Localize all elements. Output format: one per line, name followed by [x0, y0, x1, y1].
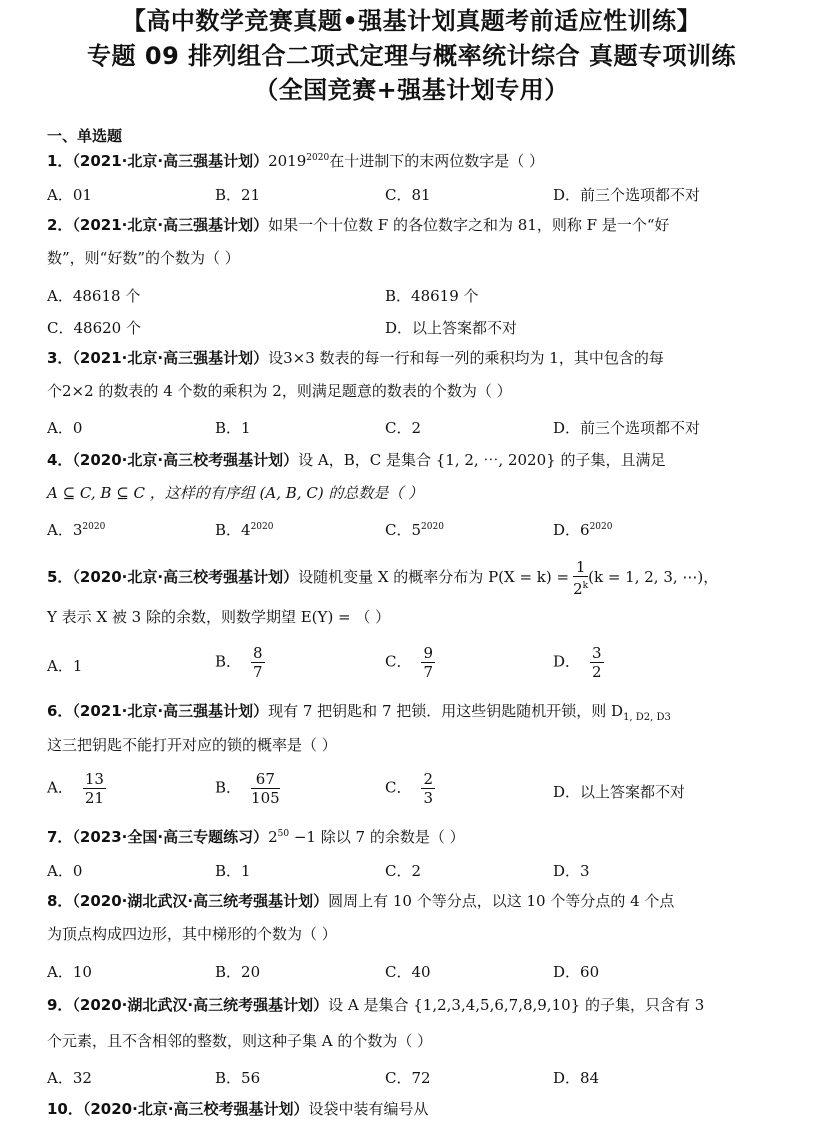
question-8 — [47, 884, 674, 918]
q5-frac-den — [573, 577, 588, 598]
q5-frac-den-exp: k — [582, 581, 589, 591]
q6-line2: 这三把钥匙不能打开对应的锁的概率是（ ） — [47, 736, 337, 754]
q9-line2: 个元素，且不含相邻的整数，则这种子集 A 的个数为（ ） — [47, 1032, 433, 1050]
q4-option-c — [385, 519, 444, 540]
q2-line1: 如果一个十位数 F 的各位数字之和为 81，则称 F 是一个“好 — [268, 216, 670, 234]
q5-b-label: B． — [215, 652, 242, 671]
q4-option-a — [47, 519, 105, 540]
q5-line2: Y 表示 X 被 3 除的余数，则数学期望 E(Y) = （ ） — [47, 608, 391, 626]
q6-b-den: 105 — [251, 789, 280, 807]
q4-line1: 设 A，B，C 是集合 {1, 2, ⋯, 2020} 的子集，且满足 — [298, 451, 666, 469]
q6-line1-sub: 1, D2, D3 — [623, 712, 671, 723]
q6-c-label: C． — [385, 778, 412, 797]
q1-source: 1．（2021·北京·高三强基计划） — [47, 152, 269, 170]
q3-line1: 设3×3 数表的每一行和每一列的乘积均为 1，其中包含的每 — [268, 349, 664, 367]
q10-source: 10．（2020·北京·高三校考强基计划） — [47, 1100, 309, 1118]
q7-exp: 50 — [277, 829, 290, 839]
q2-option-a: A．48618 个 — [47, 287, 141, 305]
q3-option-b: B．1 — [215, 419, 251, 437]
q10-text: 设袋中装有编号从 — [308, 1100, 429, 1118]
q6-c-frac — [421, 770, 435, 807]
q5-b-frac — [251, 644, 265, 681]
q4-b-exp: 2020 — [250, 522, 274, 532]
q6-b-frac — [251, 770, 280, 807]
q3-option-d: D．前三个选项都不对 — [553, 419, 701, 437]
q7-rest: −1 除以 7 的余数是（ ） — [289, 828, 465, 846]
fade-overlay — [430, 1095, 550, 1125]
q8-option-b: B．20 — [215, 963, 261, 981]
q5-line1a: 设随机变量 X 的概率分布为 P(X = k) = — [298, 568, 570, 586]
q5-frac-den-base: 2 — [573, 580, 583, 598]
section-heading: 一、单选题 — [47, 127, 123, 145]
q8-option-a: A．10 — [47, 963, 92, 981]
question-5 — [47, 557, 718, 598]
q7-source: 7．（2023·全国·高三专题练习） — [47, 828, 269, 846]
q9-option-d: D．84 — [553, 1069, 600, 1087]
q4-line2: A ⊆ C, B ⊆ C ，这样的有序组 (A, B, C) 的总数是（ ） — [47, 484, 424, 502]
q5-fraction — [573, 558, 588, 598]
q3-option-c: C．2 — [385, 419, 422, 437]
q6-source: 6．（2021·北京·高三强基计划） — [47, 702, 269, 720]
q4-d-base: D．6 — [553, 521, 590, 539]
doc-title-line1: 【高中数学竞赛真题•强基计划真题考前适应性训练】 — [121, 7, 702, 35]
question-3 — [47, 341, 664, 375]
q6-b-label: B． — [215, 778, 242, 797]
q4-a-base: A．3 — [47, 521, 83, 539]
doc-title-line3: （全国竞赛+强基计划专用） — [254, 76, 569, 104]
q6-a-label: A． — [47, 778, 73, 797]
q6-option-c — [385, 770, 435, 807]
q1-option-a: A．01 — [47, 186, 92, 204]
q5-c-den: 7 — [423, 663, 434, 681]
q1-option-d: D．前三个选项都不对 — [553, 186, 701, 204]
q4-b-base: B．4 — [215, 521, 251, 539]
q5-b-den: 7 — [253, 663, 263, 681]
q6-option-b — [215, 770, 280, 807]
question-1 — [47, 141, 544, 178]
q1-rest: 在十进制下的末两位数字是（ ） — [329, 152, 544, 170]
q5-source: 5．（2020·北京·高三校考强基计划） — [47, 568, 299, 586]
q8-option-c: C．40 — [385, 963, 431, 981]
q3-line2: 个2×2 的数表的 4 个数的乘积为 2，则满足题意的数表的个数为（ ） — [47, 382, 512, 400]
q4-a-exp: 2020 — [82, 522, 106, 532]
q7-base: 2 — [268, 828, 278, 846]
question-7 — [47, 817, 465, 854]
q7-option-a: A．0 — [47, 862, 83, 880]
q5-b-num: 8 — [253, 644, 263, 662]
q6-line1: 现有 7 把钥匙和 7 把锁．用这些钥匙随机开锁，则 D — [268, 702, 624, 720]
q4-c-base: C．5 — [385, 521, 422, 539]
q4-source: 4．（2020·北京·高三校考强基计划） — [47, 451, 299, 469]
q5-option-d — [553, 644, 604, 681]
q5-d-frac — [590, 644, 604, 681]
q3-source: 3．（2021·北京·高三强基计划） — [47, 349, 269, 367]
q2-source: 2．（2021·北京·高三强基计划） — [47, 216, 269, 234]
q1-option-c: C．81 — [385, 186, 431, 204]
q9-option-b: B．56 — [215, 1069, 261, 1087]
q2-line2: 数”，则“好数”的个数为（ ） — [47, 249, 240, 267]
question-10 — [47, 1092, 429, 1126]
q3-option-a: A．0 — [47, 419, 83, 437]
q9-option-a: A．32 — [47, 1069, 92, 1087]
q4-c-exp: 2020 — [421, 522, 444, 532]
q5-d-den: 2 — [592, 663, 602, 681]
q5-option-c — [385, 644, 435, 681]
question-4 — [47, 443, 665, 477]
q5-c-num: 9 — [423, 644, 434, 662]
q8-option-d: D．60 — [553, 963, 600, 981]
q8-line2: 为顶点构成四边形，其中梯形的个数为（ ） — [47, 925, 337, 943]
q4-option-b — [215, 519, 273, 540]
q6-a-num: 13 — [84, 770, 104, 788]
q2-option-c: C．48620 个 — [47, 319, 141, 337]
question-9 — [47, 988, 704, 1022]
q6-c-num: 2 — [423, 770, 434, 788]
q9-option-c: C．72 — [385, 1069, 431, 1087]
q7-option-d: D．3 — [553, 862, 590, 880]
q5-c-frac — [421, 644, 435, 681]
q1-exp: 2020 — [306, 153, 330, 163]
q7-option-b: B．1 — [215, 862, 251, 880]
q5-d-num: 3 — [592, 644, 602, 662]
q5-line1b: (k = 1, 2, 3, ⋯)， — [588, 568, 719, 586]
q2-option-d: D．以上答案都不对 — [385, 319, 518, 337]
q2-option-b: B．48619 个 — [385, 287, 479, 305]
q5-option-b — [215, 644, 265, 681]
q5-frac-num: 1 — [573, 558, 588, 577]
q9-line1: 设 A 是集合 {1,2,3,4,5,6,7,8,9,10} 的子集，只含有 3 — [328, 996, 705, 1014]
q6-a-frac — [83, 770, 106, 807]
q6-option-a — [47, 770, 106, 807]
q6-a-den: 21 — [84, 789, 104, 807]
question-2 — [47, 208, 670, 242]
q8-line1: 圆周上有 10 个等分点，以这 10 个等分点的 4 个点 — [328, 892, 675, 910]
q1-base: 2019 — [268, 152, 307, 170]
q5-c-label: C． — [385, 652, 412, 671]
q8-source: 8．（2020·湖北武汉·高三统考强基计划） — [47, 892, 329, 910]
q9-source: 9．（2020·湖北武汉·高三统考强基计划） — [47, 996, 329, 1014]
q4-d-exp: 2020 — [589, 522, 613, 532]
q5-option-a: A．1 — [47, 657, 83, 675]
q4-option-d — [553, 519, 612, 540]
q7-option-c: C．2 — [385, 862, 422, 880]
q1-option-b: B．21 — [215, 186, 261, 204]
q5-d-label: D． — [553, 652, 581, 671]
q6-c-den: 3 — [423, 789, 434, 807]
doc-title-line2: 专题 09 排列组合二项式定理与概率统计综合 真题专项训练 — [87, 42, 736, 70]
q6-option-d: D．以上答案都不对 — [553, 783, 686, 801]
q6-b-num: 67 — [251, 770, 280, 789]
